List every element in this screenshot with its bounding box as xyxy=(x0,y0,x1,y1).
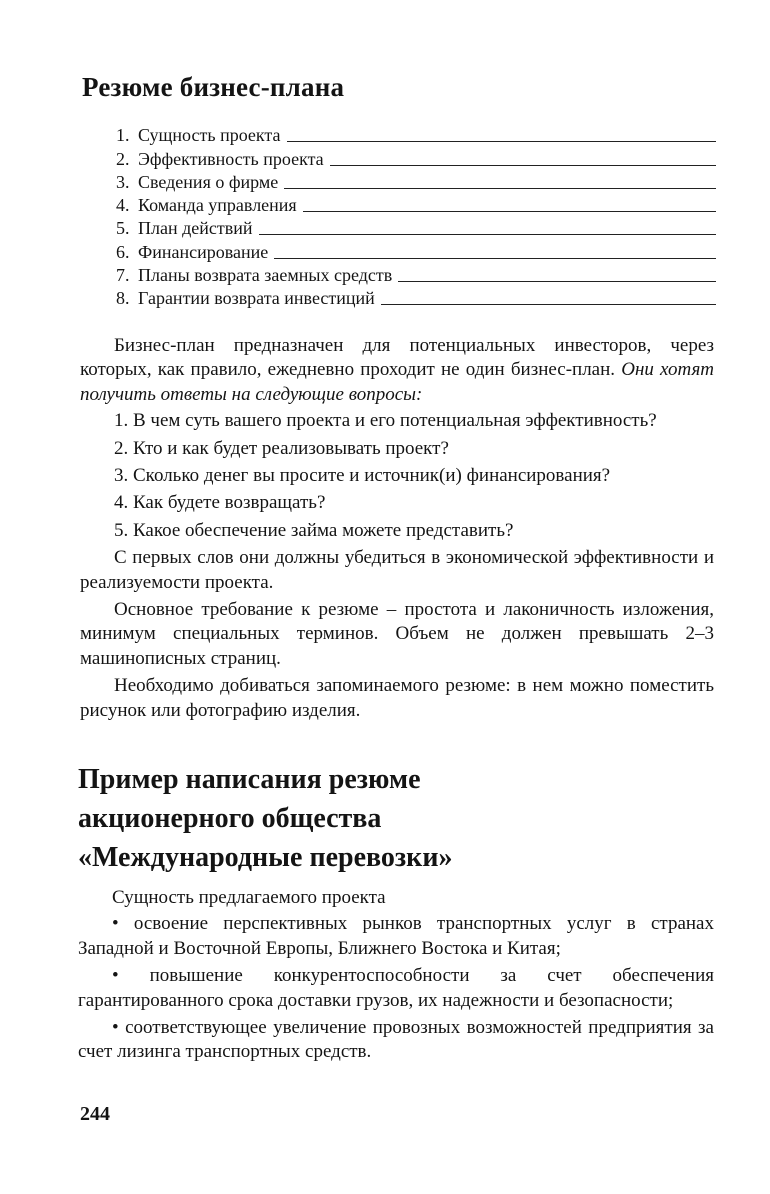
question-item: 5. Какое обеспечение займа можете представить? xyxy=(114,519,514,541)
outline-item xyxy=(116,192,716,215)
fill-in-line xyxy=(259,234,716,235)
outline-item-number: 7. xyxy=(116,265,130,286)
outline-item-label: Сущность проекта xyxy=(138,125,281,146)
outline-item-number: 1. xyxy=(116,125,130,146)
outline-item-label: Команда управления xyxy=(138,195,297,216)
question-item: 2. Кто и как будет реализовывать проект? xyxy=(114,437,449,459)
fill-in-line xyxy=(274,258,716,259)
outline-item-label: Сведения о фирме xyxy=(138,171,279,192)
outline-item-number: 4. xyxy=(116,195,130,216)
fill-in-line xyxy=(287,141,717,142)
bullet-item: • повышение конкурентоспособности за счет обеспечения гарантированного срока доставки грузов, их надежности и безопасности; xyxy=(78,965,714,1011)
bullet-item: • освоение перспективных рынков транспортных услуг в странах Западной и Восточной Европы, Ближнего Востока и Китая; xyxy=(78,913,714,959)
intro-question-lead: Они хотят получить ответы на следующие вопросы: xyxy=(80,359,715,405)
intro-text: Бизнес-план предназначен для потенциальных инвесторов, через которых, как правило, ежедневно проходит не один бизнес-план. xyxy=(80,335,714,381)
outline-item-number: 8. xyxy=(116,288,130,309)
example-heading-line: «Международные перевозки» xyxy=(78,842,453,873)
outline-item xyxy=(116,285,716,308)
fill-in-line xyxy=(284,188,716,189)
outline-item xyxy=(116,145,716,168)
question-item: 1. В чем суть вашего проекта и его потенциальная эффективность? xyxy=(114,410,657,432)
example-heading-line: Пример написания резюме xyxy=(78,764,421,795)
bullet-item: • соответствующее увеличение провозных возможностей предприятия за счет лизинга транспортных средств. xyxy=(78,1017,714,1063)
outline-item-number: 2. xyxy=(116,148,130,169)
resume-outline-list xyxy=(116,122,716,308)
outline-item-label: Гарантии возврата инвестиций xyxy=(138,288,375,309)
question-item: 3. Сколько денег вы просите и источник(и) финансирования? xyxy=(114,465,611,487)
intro-text-block xyxy=(80,334,714,723)
fill-in-line xyxy=(381,304,716,305)
example-heading-line: акционерного общества xyxy=(78,803,382,834)
outline-item-label: Планы возврата заемных средств xyxy=(138,265,393,286)
body-paragraph: С первых слов они должны убедиться в экономической эффективности и реализуемости проекта. xyxy=(80,547,714,593)
outline-item xyxy=(116,238,716,261)
fill-in-line xyxy=(398,281,716,282)
example-heading xyxy=(78,760,452,877)
example-lead: Сущность предлагаемого проекта xyxy=(112,887,386,908)
outline-item xyxy=(116,262,716,285)
fill-in-line xyxy=(330,165,716,166)
outline-item xyxy=(116,122,716,145)
outline-item xyxy=(116,215,716,238)
outline-item xyxy=(116,169,716,192)
outline-item-number: 3. xyxy=(116,171,130,192)
example-text-block xyxy=(78,886,714,1068)
section-heading: Резюме бизнес-плана xyxy=(82,72,345,102)
outline-item-label: План действий xyxy=(138,218,253,239)
outline-item-label: Финансирование xyxy=(138,241,269,262)
question-item: 4. Как будете возвращать? xyxy=(114,492,326,514)
body-paragraph: Необходимо добиваться запоминаемого резюме: в нем можно поместить рисунок или фотографию изделия. xyxy=(80,675,714,721)
body-paragraph: Основное требование к резюме – простота и лаконичность изложения, минимум специальных терминов. Объем не должен превышать 2–3 машинописных страниц. xyxy=(80,599,714,669)
outline-item-label: Эффективность проекта xyxy=(138,148,324,169)
fill-in-line xyxy=(303,211,716,212)
page-number: 244 xyxy=(80,1103,110,1125)
outline-item-number: 6. xyxy=(116,241,130,262)
outline-item-number: 5. xyxy=(116,218,130,239)
intro-paragraph xyxy=(80,334,714,407)
